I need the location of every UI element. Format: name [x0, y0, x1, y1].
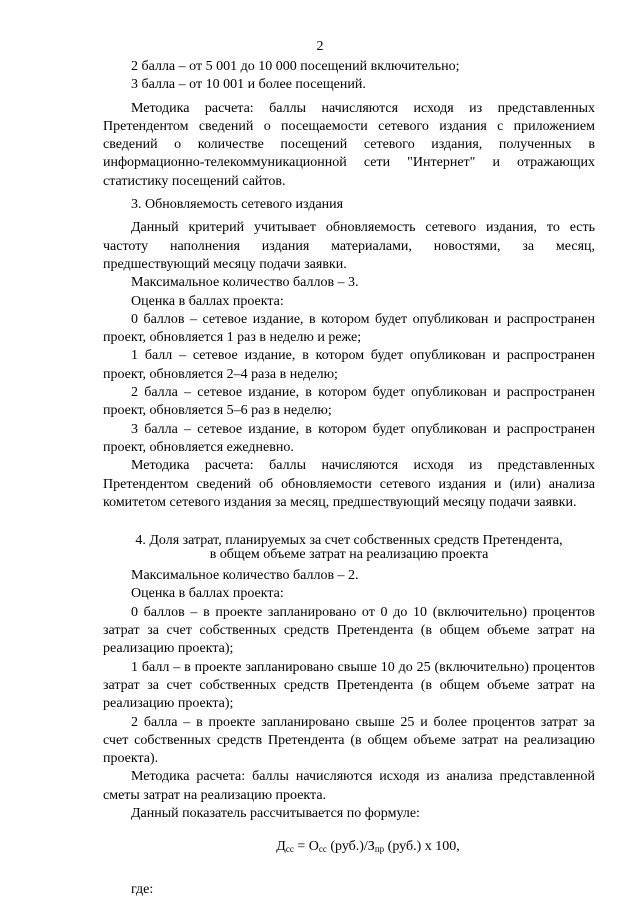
paragraph: Методика расчета: баллы начисляются исходя из представленных Претендентом сведений об обновляемости сетевого издания и (или) анализа комитетом сетевого издания за месяц, предшествующий месяцу подачи заявки. — [103, 458, 595, 510]
paragraph: Оценка в баллах проекта: — [131, 586, 284, 602]
formula-d: Д — [276, 839, 286, 855]
formula-middle: (руб.)/З — [326, 839, 375, 855]
formula-o-subscript: сс — [318, 844, 327, 855]
section-4-heading — [103, 534, 595, 562]
paragraph: Максимальное количество баллов – 2. — [131, 568, 359, 584]
page-number: 2 — [316, 39, 324, 54]
paragraph: 2 балла – от 5 001 до 10 000 посещений включительно; — [131, 59, 460, 74]
formula-d-subscript: сс — [285, 844, 294, 855]
formula — [141, 838, 595, 858]
paragraph: Данный критерий учитывает обновляемость сетевого издания, то есть частоту наполнения издания материалами, новостями, за месяц, предшествующий месяцу подачи заявки. — [103, 220, 595, 272]
paragraph: Данный показатель рассчитывается по формуле: — [131, 805, 420, 821]
formula-equals-o: = О — [293, 839, 319, 855]
document-body — [103, 58, 595, 899]
paragraph: 2 балла – в проекте запланировано свыше 25 и более процентов затрат за счет собственных средств Претендента (в общем объеме затрат на реализацию проекта). — [103, 714, 595, 767]
formula-tail: (руб.) х 100, — [384, 839, 460, 855]
paragraph: 1 балл – в проекте запланировано свыше 10 до 25 (включительно) процентов затрат за счет собственных средств Претендента (в общем объеме затрат на реализацию проекта); — [103, 659, 595, 712]
paragraph: 2 балла – сетевое издание, в котором будет опубликован и распространен проект, обновляется 5–6 раз в неделю; — [103, 385, 595, 419]
paragraph: Методика расчета: баллы начисляются исходя из анализа представленной сметы затрат на реализацию проекта. — [103, 769, 595, 803]
section-4-heading-line2: в общем объеме затрат на реализацию проекта — [209, 547, 489, 563]
where-label: где: — [131, 881, 154, 897]
paragraph: 3 балла – сетевое издание, в котором будет опубликован и распространен проект, обновляется ежедневно. — [103, 421, 595, 455]
paragraph: 0 баллов – в проекте запланировано от 0 до 10 (включительно) процентов затрат за счет собственных средств Претендента (в общем объеме затрат на реализацию проекта); — [103, 604, 595, 657]
section-4-heading-line1: 4. Доля затрат, планируемых за счет собственных средств Претендента, — [135, 533, 563, 549]
paragraph: 0 баллов – сетевое издание, в котором будет опубликован и распространен проект, обновляется 1 раз в неделю и реже; — [103, 311, 595, 346]
paragraph: 3 балла – от 10 001 и более посещений. — [131, 77, 366, 93]
paragraph: 1 балл – сетевое издание, в котором будет опубликован и распространен проект, обновляется 2–4 раза в неделю; — [103, 348, 595, 382]
formula-z-subscript: пр — [374, 844, 385, 855]
paragraph: Методика расчета: баллы начисляются исходя из представленных Претендентом сведений о посещаемости сетевого издания с приложением сведений о количестве посещений сетевого издания, полученных в информационно-телекоммуникационной сети "Интернет" и отражающих статистику посещений сайтов. — [103, 100, 595, 189]
section-3-heading: 3. Обновляемость сетевого издания — [131, 197, 344, 213]
paragraph: Оценка в баллах проекта: — [131, 293, 284, 309]
paragraph: Максимальное количество баллов – 3. — [131, 275, 359, 291]
